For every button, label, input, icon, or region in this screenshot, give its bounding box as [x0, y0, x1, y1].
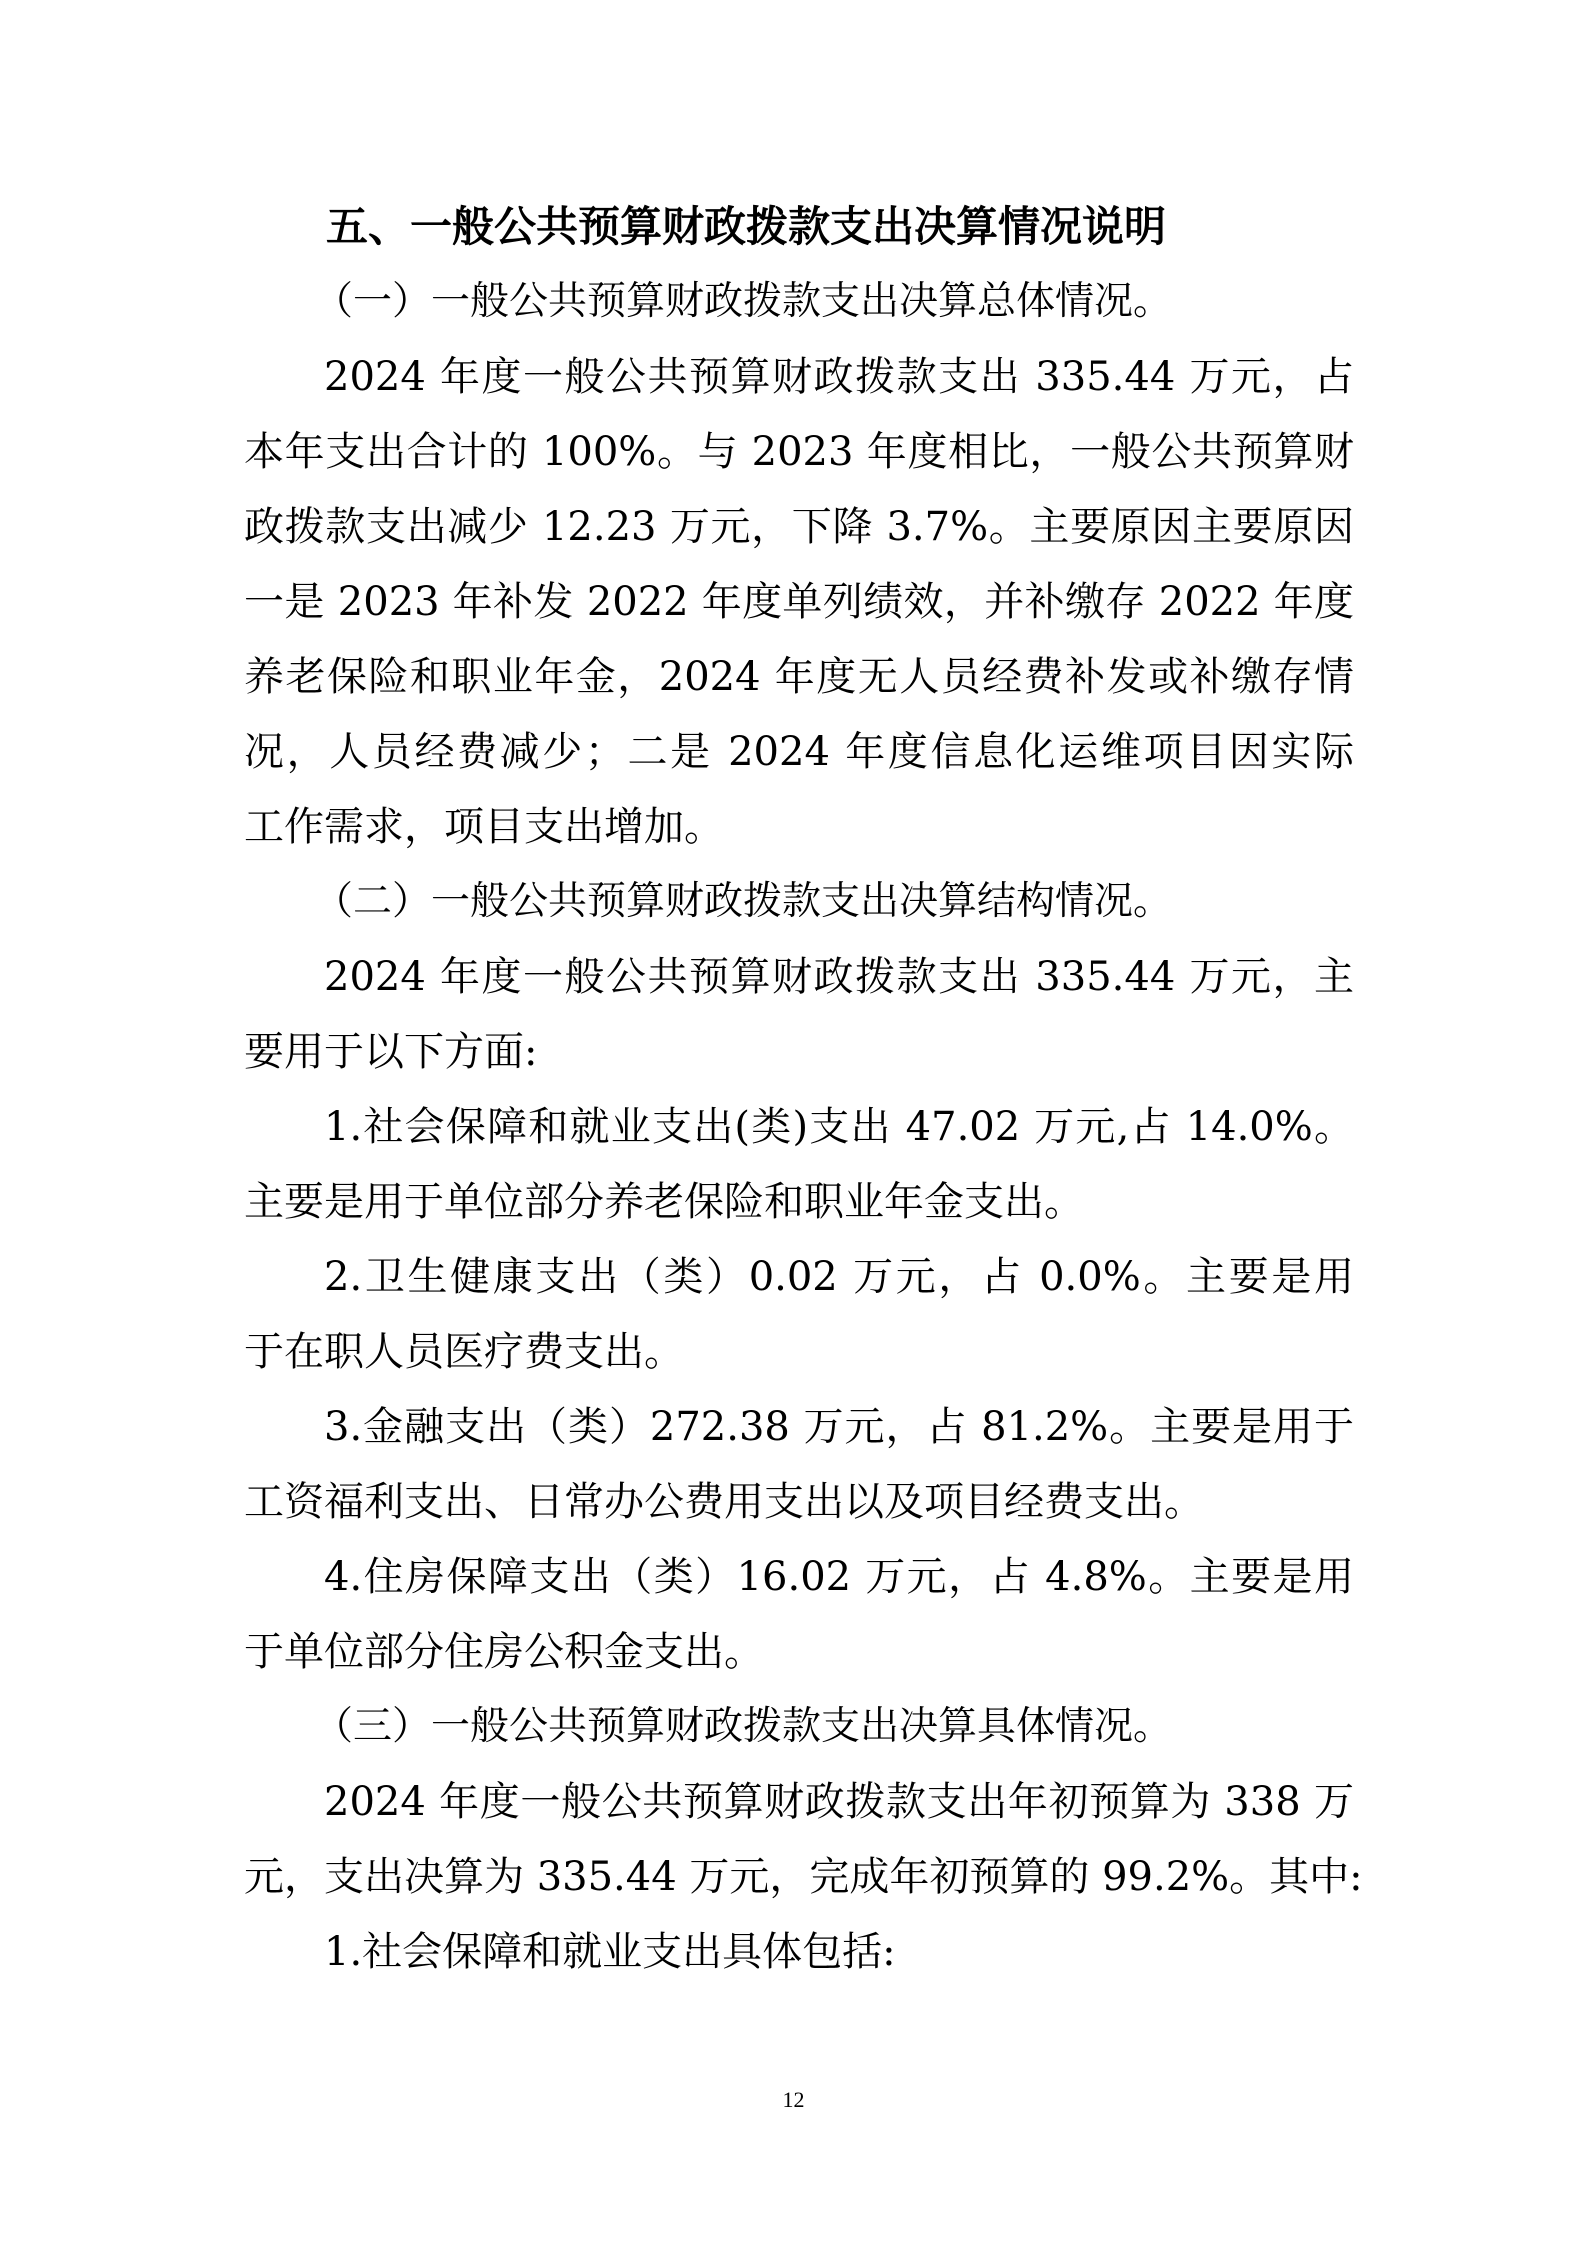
paragraph-line: 于在职人员医疗费支出。 [244, 1329, 684, 1375]
paragraph-line: 主要是用于单位部分养老保险和职业年金支出。 [244, 1179, 1084, 1225]
list-item-social-security: 1.社会保障和就业支出(类)支出 47.02 万元,占 14.0%。 [324, 1104, 1354, 1150]
list-item-health: 2.卫生健康支出（类）0.02 万元，占 0.0%。主要是用 [324, 1254, 1354, 1300]
list-item-housing: 4.住房保障支出（类）16.02 万元，占 4.8%。主要是用 [324, 1554, 1354, 1600]
subsection-heading-details: （三）一般公共预算财政拨款支出决算具体情况。 [314, 1704, 1173, 1749]
paragraph-line: 2024 年度一般公共预算财政拨款支出 335.44 万元，占 [324, 354, 1354, 400]
paragraph-line: 政拨款支出减少 12.23 万元，下降 3.7%。主要原因主要原因 [244, 504, 1354, 550]
paragraph-line: 养老保险和职业年金，2024 年度无人员经费补发或补缴存情 [244, 654, 1354, 700]
paragraph-line: 1.社会保障和就业支出具体包括: [324, 1929, 896, 1975]
paragraph-line: 元，支出决算为 335.44 万元，完成年初预算的 99.2%。其中: [244, 1854, 1363, 1900]
list-item-finance: 3.金融支出（类）272.38 万元，占 81.2%。主要是用于 [324, 1404, 1354, 1450]
paragraph-line: 2024 年度一般公共预算财政拨款支出 335.44 万元，主 [324, 954, 1354, 1000]
paragraph-line: 于单位部分住房公积金支出。 [244, 1629, 764, 1675]
subsection-heading-overall: （一）一般公共预算财政拨款支出决算总体情况。 [314, 279, 1173, 324]
paragraph-line: 况，人员经费减少；二是 2024 年度信息化运维项目因实际 [244, 729, 1354, 775]
paragraph-line: 工作需求，项目支出增加。 [244, 804, 724, 850]
subsection-heading-structure: （二）一般公共预算财政拨款支出决算结构情况。 [314, 879, 1173, 924]
section-heading: 五、一般公共预算财政拨款支出决算情况说明 [326, 202, 1167, 251]
paragraph-line: 要用于以下方面: [244, 1029, 538, 1075]
paragraph-line: 工资福利支出、日常办公费用支出以及项目经费支出。 [244, 1479, 1204, 1525]
paragraph-line: 本年支出合计的 100%。与 2023 年度相比，一般公共预算财 [244, 429, 1354, 475]
paragraph-line: 一是 2023 年补发 2022 年度单列绩效，并补缴存 2022 年度 [244, 579, 1354, 625]
paragraph-line: 2024 年度一般公共预算财政拨款支出年初预算为 338 万 [324, 1779, 1354, 1825]
page-number: 12 [782, 2087, 805, 2112]
